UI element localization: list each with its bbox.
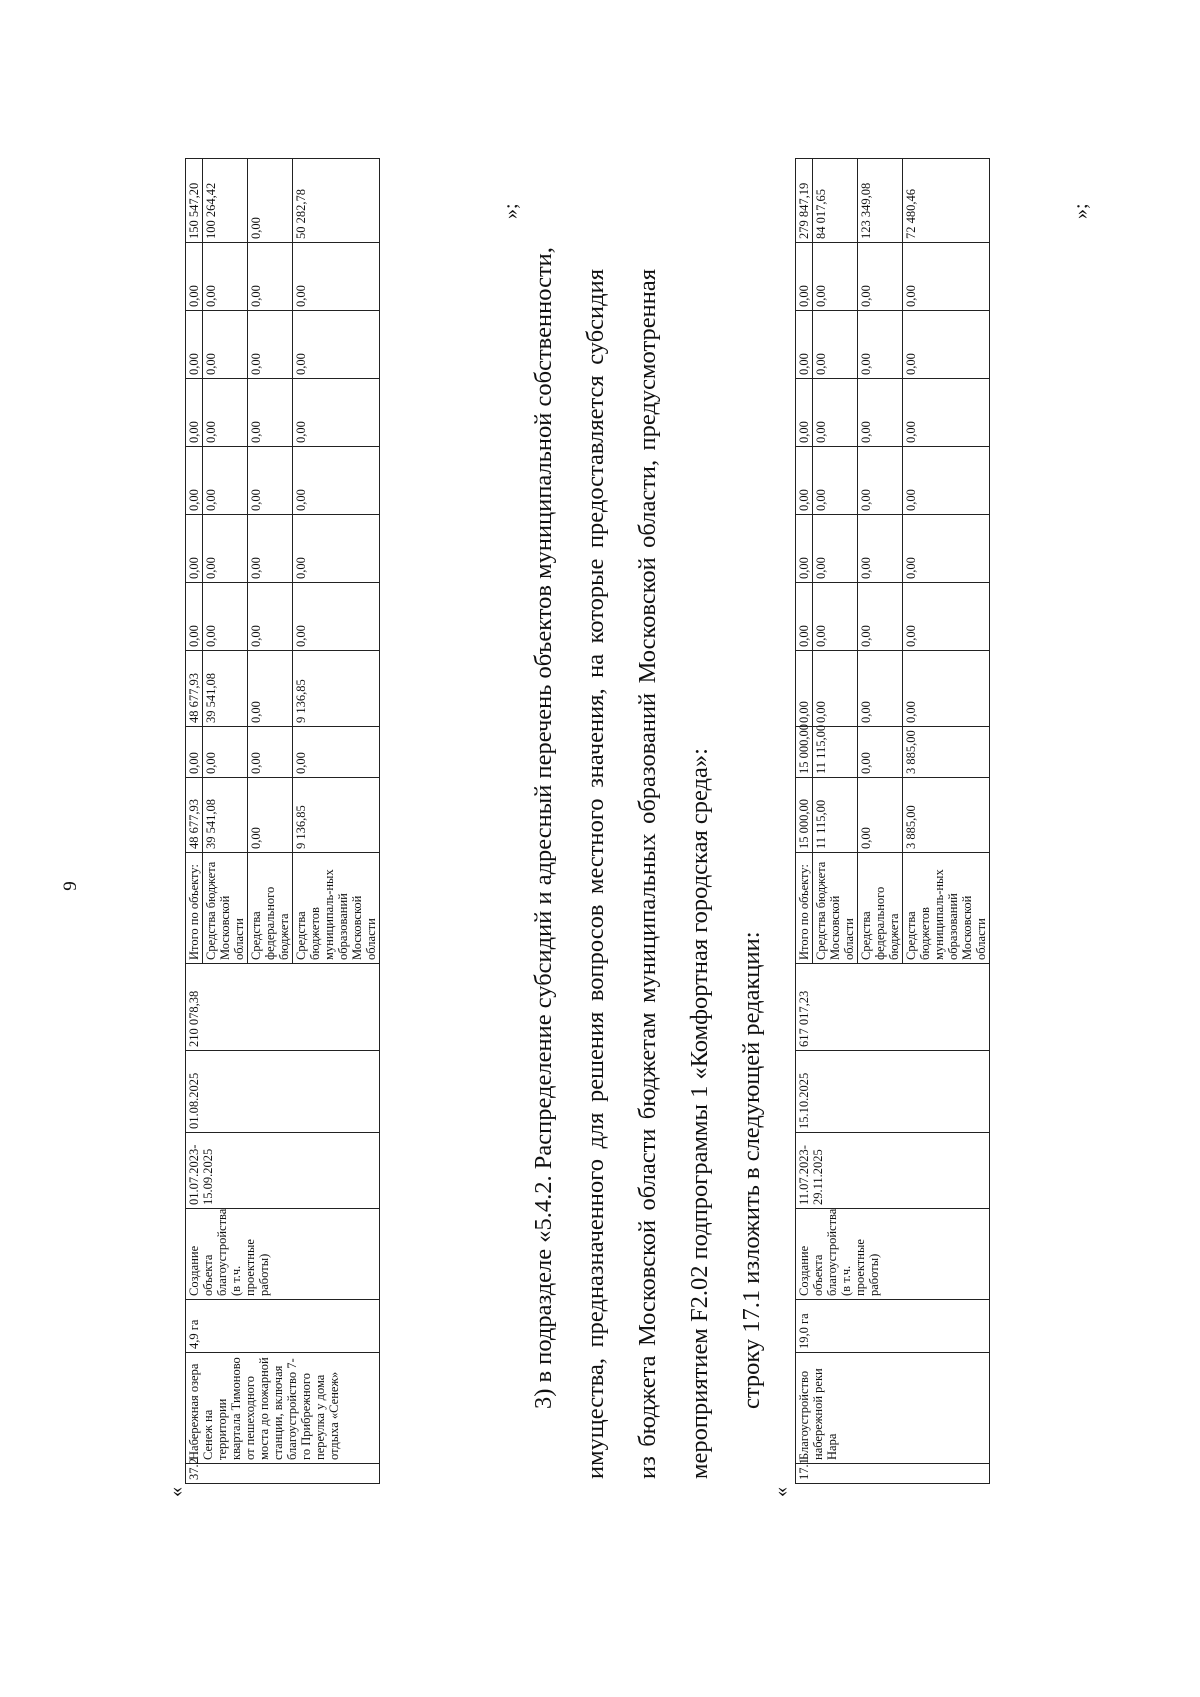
- value-cell: 0,00: [248, 515, 293, 583]
- value-cell: 0,00: [796, 379, 813, 447]
- value-cell: 0,00: [903, 583, 990, 651]
- object-cost: 210 078,38: [186, 964, 380, 1051]
- value-cell: 0,00: [248, 651, 293, 727]
- funding-source: Средства федерального бюджета: [248, 853, 293, 964]
- value-cell: 0,00: [903, 515, 990, 583]
- value-cell: 0,00: [248, 379, 293, 447]
- value-cell: 72 480,46: [903, 159, 990, 243]
- close-quote-2: »;: [1070, 203, 1092, 219]
- value-cell: 48 677,93: [186, 651, 203, 727]
- value-cell: 50 282,78: [293, 159, 380, 243]
- value-cell: 0,00: [813, 583, 858, 651]
- value-cell: 150 547,20: [186, 159, 203, 243]
- value-cell: 0,00: [248, 727, 293, 778]
- paragraph-line: строку 17.1 изложить в следующей редакции:: [738, 931, 765, 1409]
- value-cell: 0,00: [796, 515, 813, 583]
- value-cell: 0,00: [293, 515, 380, 583]
- value-cell: 0,00: [186, 447, 203, 515]
- value-cell: 0,00: [186, 379, 203, 447]
- funding-source: Средства бюджетов муниципаль-ных образований Московской области: [903, 853, 990, 964]
- value-cell: 0,00: [813, 651, 858, 727]
- table-row: [186, 159, 203, 1484]
- value-cell: 9 136,85: [293, 651, 380, 727]
- value-cell: 0,00: [248, 778, 293, 853]
- value-cell: 0,00: [248, 447, 293, 515]
- funding-source: Итого по объекту:: [186, 853, 203, 964]
- value-cell: 0,00: [903, 651, 990, 727]
- value-cell: 0,00: [858, 379, 903, 447]
- value-cell: 3 885,00: [903, 727, 990, 778]
- row-number: 37.2: [186, 1464, 380, 1484]
- value-cell: 0,00: [813, 447, 858, 515]
- value-cell: 0,00: [248, 311, 293, 379]
- paragraph-line: мероприятием F2.02 подпрограммы 1 «Комфортная городская среда»:: [686, 748, 713, 1479]
- value-cell: 0,00: [796, 583, 813, 651]
- value-cell: 0,00: [203, 727, 248, 778]
- funding-source: Средства бюджета Московской области: [203, 853, 248, 964]
- value-cell: 0,00: [858, 778, 903, 853]
- paragraph-line: из бюджета Московской области бюджетам муниципальных образований Московской области, предусмотренная: [634, 269, 661, 1479]
- value-cell: 9 136,85: [293, 778, 380, 853]
- value-cell: 0,00: [186, 311, 203, 379]
- funding-source: Средства федерального бюджета: [858, 853, 903, 964]
- value-cell: 0,00: [186, 583, 203, 651]
- value-cell: 0,00: [293, 447, 380, 515]
- value-cell: 84 017,65: [813, 159, 858, 243]
- value-cell: 0,00: [903, 379, 990, 447]
- value-cell: 0,00: [858, 311, 903, 379]
- work-period: 01.07.2023-15.09.2025: [186, 1133, 380, 1209]
- work-type: Создание объекта благоустройства (в т.ч. проектные работы): [186, 1209, 380, 1300]
- value-cell: 0,00: [293, 583, 380, 651]
- open-date: 01.08.2025: [186, 1051, 380, 1133]
- value-cell: 0,00: [203, 515, 248, 583]
- value-cell: 0,00: [203, 379, 248, 447]
- object-name: Благоустройство набережной реки Нара: [796, 1353, 990, 1464]
- value-cell: 11 115,00: [813, 778, 858, 853]
- row-number: 17.1: [796, 1464, 990, 1484]
- value-cell: 0,00: [796, 447, 813, 515]
- value-cell: 0,00: [293, 727, 380, 778]
- amendment-paragraph: [518, 247, 778, 1479]
- value-cell: 0,00: [813, 515, 858, 583]
- value-cell: 0,00: [796, 243, 813, 311]
- value-cell: 0,00: [293, 311, 380, 379]
- value-cell: 15 000,00: [796, 778, 813, 853]
- value-cell: 0,00: [293, 243, 380, 311]
- value-cell: 15 000,00: [796, 727, 813, 778]
- value-cell: 0,00: [248, 159, 293, 243]
- value-cell: 279 847,19: [796, 159, 813, 243]
- value-cell: 0,00: [858, 651, 903, 727]
- value-cell: 0,00: [858, 515, 903, 583]
- object-capacity: 4,9 га: [186, 1300, 380, 1353]
- value-cell: 39 541,08: [203, 651, 248, 727]
- value-cell: 0,00: [903, 311, 990, 379]
- funding-source: Средства бюджетов муниципаль-ных образований Московской области: [293, 853, 380, 964]
- paragraph-line: имущества, предназначенного для решения вопросов местного значения, на которые предоставляется субсидия: [582, 269, 609, 1479]
- value-cell: 0,00: [796, 651, 813, 727]
- value-cell: 0,00: [186, 515, 203, 583]
- open-date: 15.10.2025: [796, 1051, 990, 1133]
- work-period: 11.07.2023-29.11.2025: [796, 1133, 990, 1209]
- table-row: [796, 159, 813, 1484]
- value-cell: 123 349,08: [858, 159, 903, 243]
- value-cell: 0,00: [796, 311, 813, 379]
- page-number: 9: [59, 881, 81, 891]
- value-cell: 100 264,42: [203, 159, 248, 243]
- value-cell: 0,00: [248, 243, 293, 311]
- object-capacity: 19,0 га: [796, 1300, 990, 1353]
- value-cell: 0,00: [858, 243, 903, 311]
- value-cell: 0,00: [203, 583, 248, 651]
- object-table-2: [795, 158, 990, 1484]
- value-cell: 0,00: [186, 243, 203, 311]
- close-quote-1: »;: [500, 203, 522, 219]
- value-cell: 11 115,00: [813, 727, 858, 778]
- funding-source: Средства бюджета Московской области: [813, 853, 858, 964]
- value-cell: 0,00: [813, 311, 858, 379]
- object-table-1: [185, 158, 380, 1484]
- open-quote-2: «: [770, 1487, 792, 1497]
- value-cell: 0,00: [858, 727, 903, 778]
- value-cell: 0,00: [858, 447, 903, 515]
- open-quote-1: «: [165, 1487, 187, 1497]
- value-cell: 0,00: [858, 583, 903, 651]
- value-cell: 0,00: [203, 447, 248, 515]
- value-cell: 48 677,93: [186, 778, 203, 853]
- object-name: Набережная озера Сенеж на территории квартала Тимоново от пешеходного моста до пожарной станции, включая благоустройство 7-го Прибрежного переулка у дома отдыха «Сенеж»: [186, 1353, 380, 1464]
- value-cell: 0,00: [203, 311, 248, 379]
- value-cell: 0,00: [186, 727, 203, 778]
- value-cell: 0,00: [903, 243, 990, 311]
- value-cell: 0,00: [293, 379, 380, 447]
- funding-source: Итого по объекту:: [796, 853, 813, 964]
- value-cell: 0,00: [203, 243, 248, 311]
- value-cell: 0,00: [813, 243, 858, 311]
- work-type: Создание объекта благоустройства (в т.ч. проектные работы): [796, 1209, 990, 1300]
- paragraph-line: 3) в подразделе «5.4.2. Распределение субсидий и адресный перечень объектов муниципальной собственности,: [530, 247, 557, 1409]
- value-cell: 3 885,00: [903, 778, 990, 853]
- object-cost: 617 017,23: [796, 964, 990, 1051]
- value-cell: 0,00: [813, 379, 858, 447]
- value-cell: 0,00: [903, 447, 990, 515]
- value-cell: 39 541,08: [203, 778, 248, 853]
- value-cell: 0,00: [248, 583, 293, 651]
